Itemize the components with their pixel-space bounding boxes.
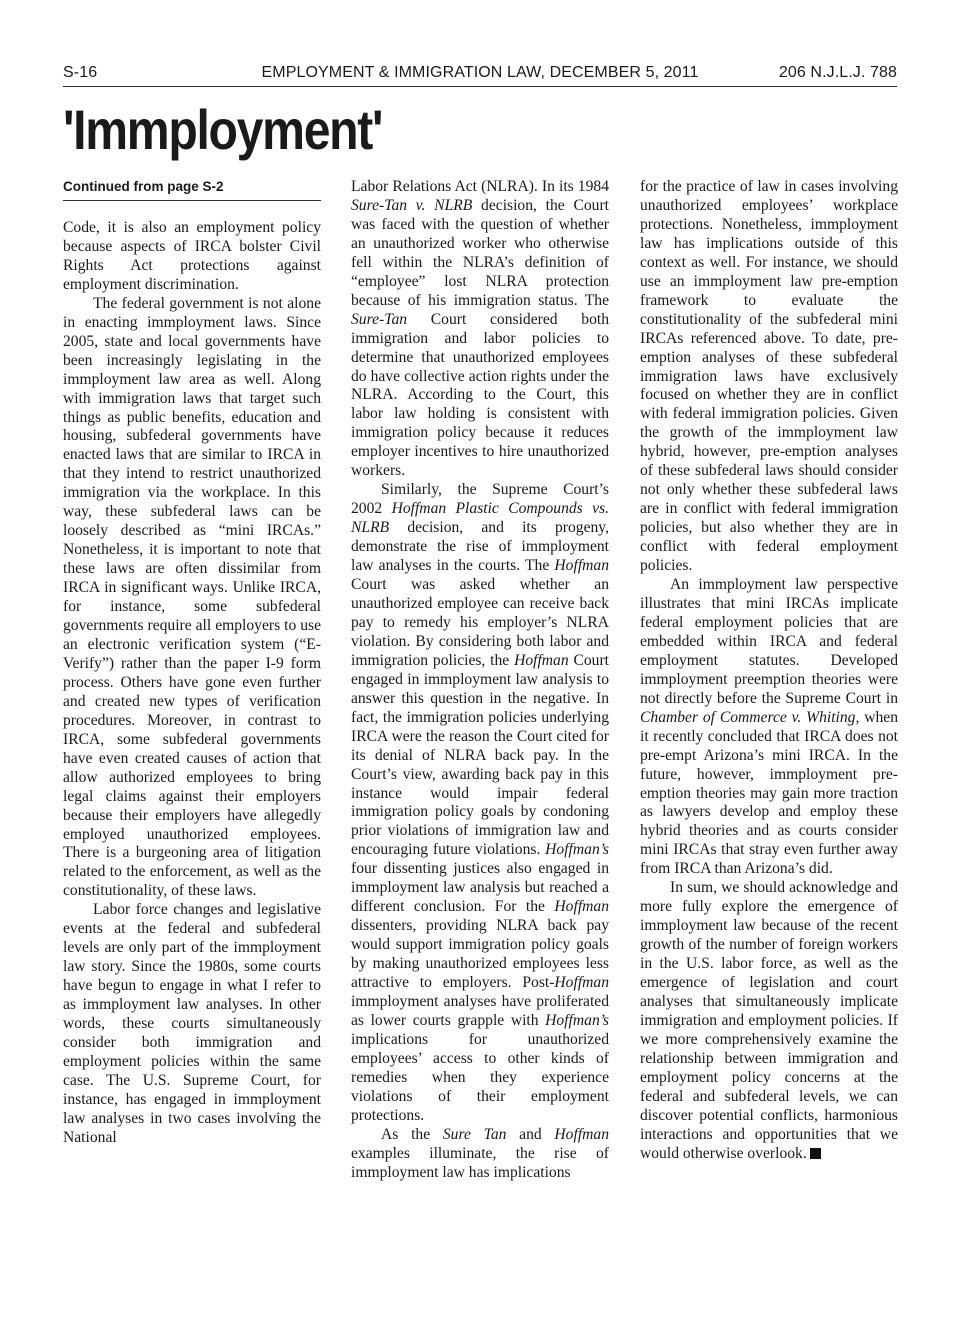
text-run: implications for unauthorized employees’ access to other kinds of remedies when they experience violations of their employment protections.	[351, 1030, 609, 1124]
text-run: decision, and its progeny, demonstrate the rise of immployment law analyses in the courts. The	[351, 519, 609, 575]
publication-title: EMPLOYMENT & IMMIGRATION LAW, DECEMBER 5, 2011	[261, 64, 699, 81]
paragraph: The federal government is not alone in enacting immployment laws. Since 2005, state and local governments have been increasingly legislating in the immployment law area as well. Along with immigration laws that target such things as public benefits, education and housing, subfederal governments have enacted laws that are similar to IRCA in that they intend to restrict unauthorized immigration via the workplace. In this way, these subfederal laws can be loosely described as “mini IRCAs.” Nonetheless, it is important to note that these laws are often dissimilar from IRCA in significant ways. Unlike IRCA, for instance, some subfederal governments require all employers to use an electronic verification system (“E-Verify”) rather than the paper I-9 form process. Others have gone even further and created new types of verification procedures. Moreover, in contrast to IRCA, some subfederal governments have even created causes of action that allow authorized employees to bring legal claims against their employers because their employers have allegedly employed unauthorized employees. There is a burgeoning area of litigation related to the enforcement, as well as the constitutionality, of these laws.	[63, 294, 321, 900]
article-headline: 'Immployment'	[63, 98, 383, 161]
continued-from-note: Continued from page S-2	[63, 178, 321, 201]
column-2	[351, 178, 609, 1183]
case-name: Hoffman	[554, 1125, 609, 1143]
text-run: Labor Relations Act (NLRA). In its 1984	[351, 178, 609, 195]
paragraph	[351, 1126, 609, 1183]
case-name: Chamber of Commerce v. Whiting,	[640, 708, 860, 726]
case-name: Sure-Tan	[351, 310, 408, 328]
paragraph: Labor force changes and legislative events at the federal and subfederal levels are only part of the immployment law story. Since the 1980s, some courts have begun to engage in what I refer to as immployment law analyses. In other words, these courts simultaneously consider both immigration and employment policies within the same case. The U.S. Supreme Court, for instance, has engaged in immployment law analyses in two cases involving the National	[63, 901, 321, 1146]
text-run: Similarly, the Supreme Court’s 2002	[351, 481, 609, 518]
text-run: An immployment law perspective illustrates that mini IRCAs implicate federal employment policies that are embedded within IRCA and federal employment statutes. Developed immployment preemption theories were not directly before the Supreme Court in	[640, 576, 898, 707]
paragraph	[640, 576, 898, 879]
case-name: Hoffman’s	[545, 841, 609, 859]
running-header	[63, 62, 897, 87]
column-1	[63, 178, 321, 1148]
case-name: Hoffman	[554, 974, 609, 992]
text-run: Court was asked whether an unauthorized employee can receive back pay to remedy his employer’s NLRA violation. By considering both labor and immigration policies, the	[351, 576, 609, 669]
paragraph	[351, 178, 609, 481]
text-run: decision, the Court was faced with the question of whether an unauthorized worker who otherwise fell within the NLRA’s definition of “employee” lost NLRA protection because of his immigration status. The	[351, 196, 609, 309]
case-name: Hoffman’s	[545, 1011, 609, 1029]
paragraph: for the practice of law in cases involving unauthorized employees’ workplace protections. Nonetheless, immployment law has implications outside of this context as well. For instance, we should use an immployment law pre-emption framework to evaluate the constitutionality of the subfederal mini IRCAs referenced above. To date, pre-emption analyses of these subfederal immigration laws have exclusively focused on whether they are in conflict with federal immigration policies. Given the growth of the immployment law hybrid, however, pre-emption analyses of these subfederal laws should consider not only whether these subfederal laws are in conflict with federal immigration policies, but also whether they are in conflict with federal employment policies.	[640, 178, 898, 575]
case-name: Sure-Tan v. NLRB	[351, 196, 473, 214]
text-run: Court considered both immigration and labor policies to determine that unauthorized employees do have collective action rights under the NLRA. According to the Court, this labor law holding is consistent with immigration policy because it reduces employer incentives to hire unauthorized workers.	[351, 310, 609, 480]
case-name: Hoffman	[514, 651, 569, 669]
end-mark-icon	[810, 1148, 821, 1159]
column-3	[640, 178, 898, 1164]
case-name: Hoffman Plastic Compounds vs. NLRB	[351, 500, 610, 537]
case-name: Sure Tan	[442, 1125, 507, 1143]
case-name: Hoffman	[554, 557, 609, 575]
text-run: As the	[381, 1125, 443, 1143]
text-run: Court engaged in immployment law analysis to answer this question in the negative. In fact, the immigration policies underlying IRCA were the reason the Court cited for its denial of NLRA back pay. In the Court’s view, awarding back pay in this instance would impair federal immigration policy goals by condoning prior violations of immigration law and encouraging future violations.	[351, 651, 609, 859]
case-name: Hoffman	[554, 898, 609, 916]
page-label: S-16	[63, 64, 98, 81]
text-run: immployment analyses have proliferated as lower courts grapple with	[351, 992, 609, 1029]
paragraph	[640, 879, 898, 1163]
text-run: when it recently concluded that IRCA does not pre-empt Arizona’s mini IRCA. In the future, however, immployment pre-emption theories may gain more traction as lawyers develop and employ these hybrid theories and as courts consider mini IRCAs that stray even further away from IRCA than Arizona’s did.	[640, 708, 898, 878]
text-run: dissenters, providing NLRA back pay would support immigration policy goals by making unauthorized employees less attractive to employers. Post-	[351, 917, 609, 992]
paragraph	[351, 481, 609, 1125]
text-run: four dissenting justices also engaged in immployment law analysis but reached a different conclusion. For the	[351, 860, 609, 916]
text-run: examples illuminate, the rise of immployment law has implications	[351, 1144, 609, 1181]
paragraph: Code, it is also an employment policy because aspects of IRCA bolster Civil Rights Act protections against employment discrimination.	[63, 219, 321, 293]
text-run: In sum, we should acknowledge and more fully explore the emergence of immployment law because of the recent growth of the number of foreign workers in the U.S. labor force, as well as the emergence of legislation and court analyses that simultaneously implicate immigration and employment policies. If we more comprehensively examine the relationship between immigration and employment policy concerns at the federal and subfederal levels, we can discover potential conflicts, harmonious interactions and opportunities that we would otherwise overlook.	[640, 879, 898, 1162]
text-run: and	[506, 1125, 555, 1143]
citation: 206 N.J.L.J. 788	[778, 64, 897, 81]
